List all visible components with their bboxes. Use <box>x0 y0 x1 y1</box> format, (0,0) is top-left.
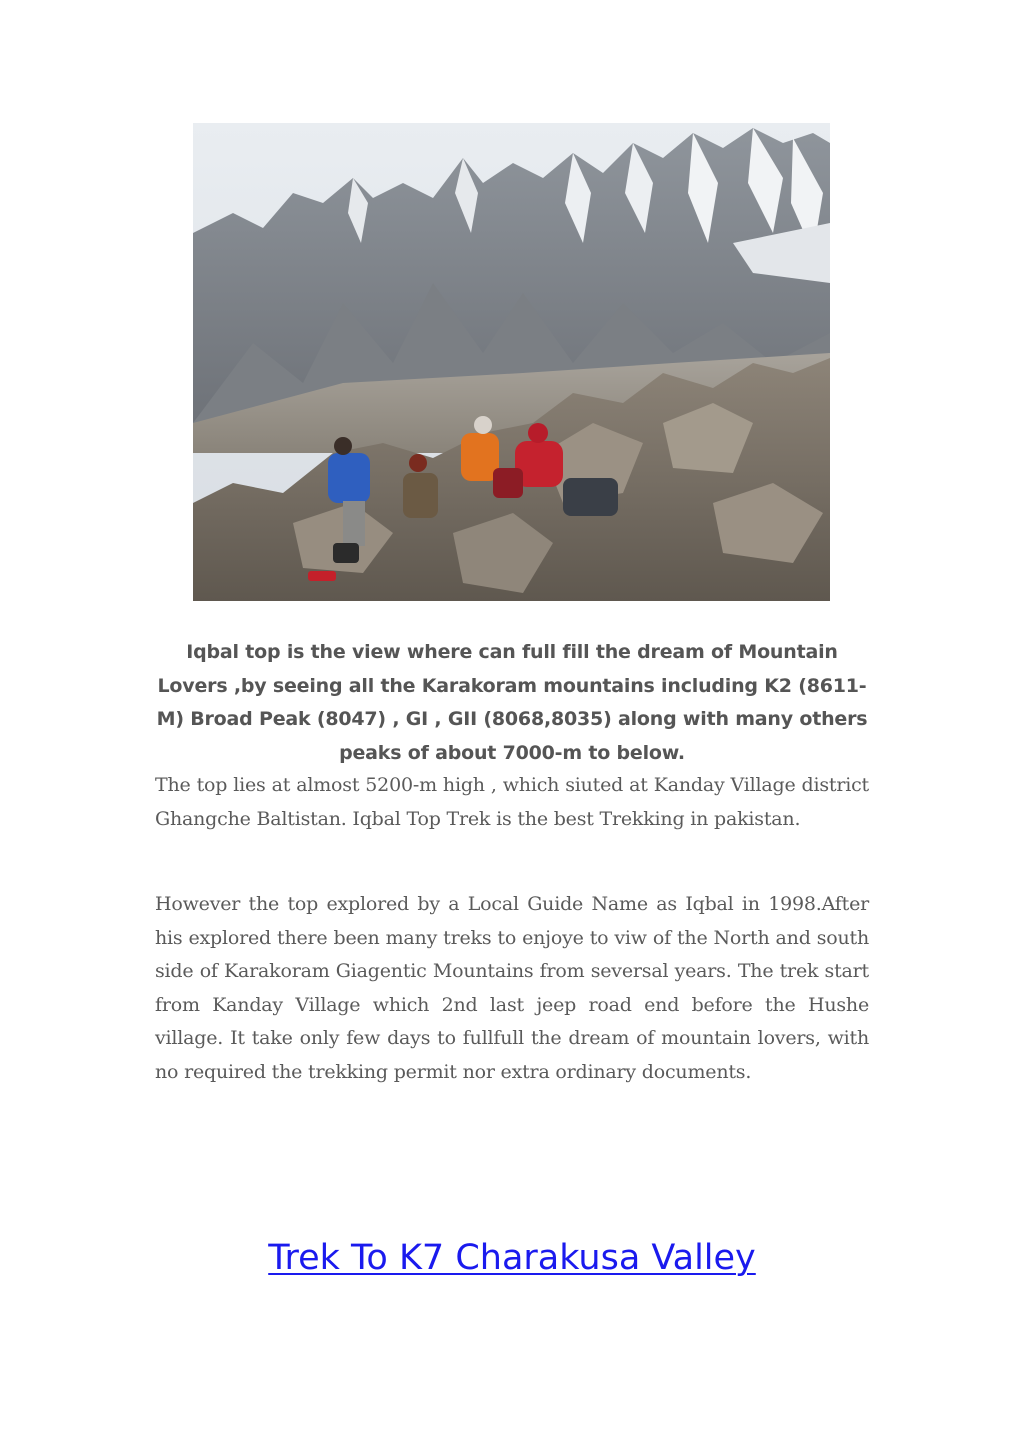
mountain-trek-photo <box>193 123 830 601</box>
paragraph-history: However the top explored by a Local Guide Name as Iqbal in 1998.After his explored there been many treks to enjoye to viw of the North and south side of Karakoram Giagentic Mountains from seversal years. The trek start from Kanday Village which 2nd last jeep road end before the Hushe village. It take only few days to fullfull the dream of mountain lovers, with no required the trekking permit nor extra ordinary documents. <box>155 893 869 1083</box>
link-container <box>0 1233 1024 1283</box>
trek-k7-charakusa-link[interactable]: Trek To K7 Charakusa Valley <box>268 1238 756 1278</box>
photo-caption: Iqbal top is the view where can full fill the dream of Mountain Lovers ,by seeing all the Karakoram mountains including K2 (8611-M) Broad Peak (8047) , GI , GII (8068,8035) along with many others peaks of about 7000-m to below. <box>156 641 868 764</box>
photo-illustration <box>193 123 830 601</box>
paragraph-location: The top lies at almost 5200-m high , which siuted at Kanday Village district Ghangche Baltistan. Iqbal Top Trek is the best Trekking in pakistan. <box>155 774 869 830</box>
